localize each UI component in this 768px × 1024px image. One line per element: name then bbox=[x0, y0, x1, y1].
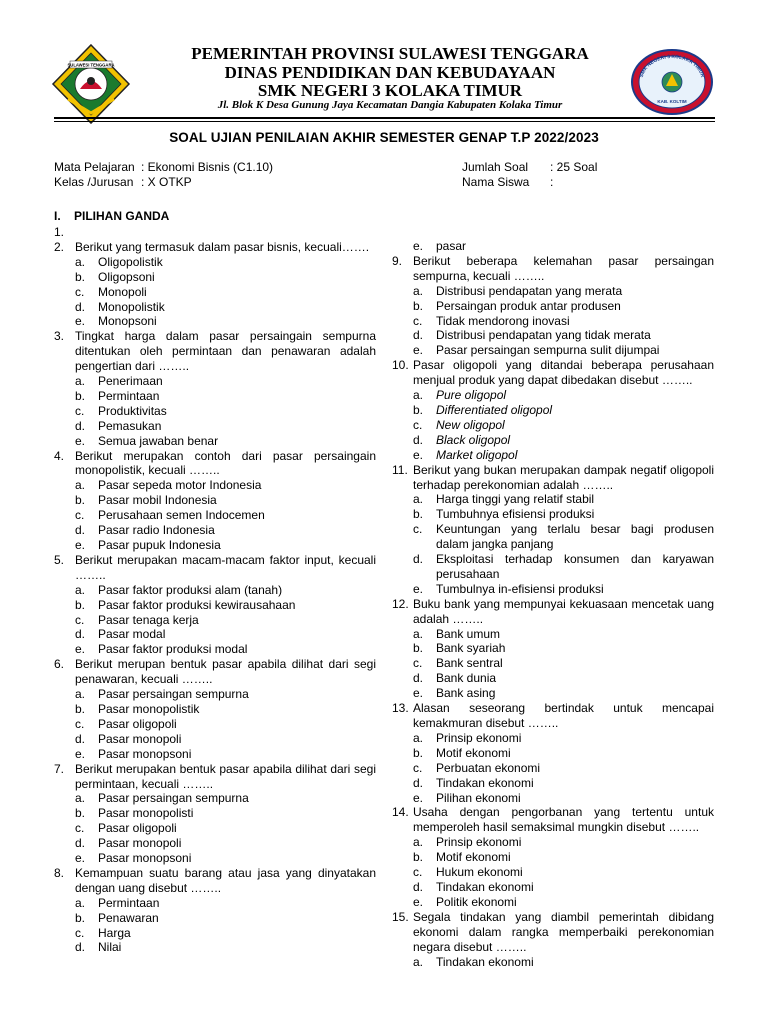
option-letter: a. bbox=[75, 895, 86, 910]
answer-option bbox=[54, 314, 376, 329]
meta-class-label: Kelas /Jurusan bbox=[54, 175, 134, 189]
option-text: Pasar monopsoni bbox=[98, 746, 192, 761]
option-letter: a. bbox=[75, 582, 86, 597]
option-text: Market oligopol bbox=[436, 447, 518, 462]
answer-option bbox=[54, 419, 376, 434]
option-letter: a. bbox=[413, 835, 424, 850]
question-number: 7. bbox=[54, 761, 65, 776]
answer-option bbox=[54, 285, 376, 300]
question bbox=[392, 597, 714, 627]
option-letter: e. bbox=[75, 851, 86, 866]
option-text: Keuntungan yang terlalu besar bagi produsen dalam jangka panjang bbox=[436, 522, 714, 552]
meta-count-label: Jumlah Soal bbox=[462, 160, 529, 174]
option-text: Produktivitas bbox=[98, 403, 167, 418]
option-text: Pasar monopoli bbox=[98, 836, 182, 851]
option-letter: c. bbox=[75, 612, 85, 627]
option-text: Prinsip ekonomi bbox=[436, 730, 522, 745]
option-letter: d. bbox=[75, 940, 86, 955]
option-letter: a. bbox=[75, 791, 86, 806]
option-text: Prinsip ekonomi bbox=[436, 835, 522, 850]
answer-option bbox=[54, 896, 376, 911]
option-letter: d. bbox=[413, 775, 424, 790]
question bbox=[392, 910, 714, 955]
answer-option bbox=[54, 627, 376, 642]
letterhead bbox=[0, 0, 768, 125]
letterhead-rule-thin bbox=[54, 121, 715, 122]
answer-option bbox=[54, 255, 376, 270]
option-text: New oligopol bbox=[436, 417, 505, 432]
option-text: Bank umum bbox=[436, 626, 501, 641]
question bbox=[54, 657, 376, 687]
question bbox=[54, 225, 376, 240]
option-letter: c. bbox=[75, 821, 85, 836]
option-text: Persaingan produk antar produsen bbox=[436, 298, 621, 313]
question bbox=[392, 701, 714, 731]
answer-option bbox=[392, 761, 714, 776]
question-number: 6. bbox=[54, 657, 65, 672]
answer-option bbox=[392, 671, 714, 686]
answer-option bbox=[54, 478, 376, 493]
question-number: 1. bbox=[54, 225, 65, 239]
option-text: Penawaran bbox=[98, 910, 159, 925]
option-letter: a. bbox=[413, 954, 424, 969]
question-number: 14. bbox=[392, 805, 409, 820]
option-text: Pasar mobil Indonesia bbox=[98, 493, 217, 508]
answer-option bbox=[392, 641, 714, 656]
option-letter: a. bbox=[413, 492, 424, 507]
option-letter: c. bbox=[413, 417, 423, 432]
answer-option bbox=[392, 731, 714, 746]
option-text: Nilai bbox=[98, 940, 122, 955]
option-letter: b. bbox=[413, 850, 424, 865]
answer-option bbox=[54, 791, 376, 806]
option-letter: d. bbox=[413, 552, 424, 567]
option-text: Bank dunia bbox=[436, 671, 497, 686]
question-number: 11. bbox=[392, 462, 408, 477]
option-text: Pasar persaingan sempurna sulit dijumpai bbox=[436, 343, 660, 358]
svg-text:SMK NEGERI 3 KOLAKA TIMUR: SMK NEGERI 3 KOLAKA TIMUR bbox=[638, 53, 706, 79]
option-letter: d. bbox=[75, 627, 86, 642]
option-letter: c. bbox=[413, 522, 423, 537]
option-letter: d. bbox=[75, 523, 86, 538]
option-text: Harga tinggi yang relatif stabil bbox=[436, 492, 595, 507]
answer-option bbox=[392, 343, 714, 358]
answer-option bbox=[392, 656, 714, 671]
option-text: Tumbuhnya efisiensi produksi bbox=[436, 507, 595, 522]
option-letter: e. bbox=[75, 746, 86, 761]
option-text: Pasar monopoli bbox=[98, 731, 182, 746]
option-letter: d. bbox=[413, 432, 424, 447]
question-number: 13. bbox=[392, 701, 409, 716]
section-title: PILIHAN GANDA bbox=[74, 209, 170, 223]
question bbox=[54, 449, 376, 479]
meta-name-value: : bbox=[550, 175, 554, 189]
option-text: Perbuatan ekonomi bbox=[436, 760, 541, 775]
option-letter: e. bbox=[413, 581, 424, 596]
option-text: Hukum ekonomi bbox=[436, 865, 523, 880]
question-text: Alasan seseorang bertindak untuk mencapai kemakmuran disebut …….. bbox=[413, 701, 714, 730]
option-letter: c. bbox=[75, 925, 85, 940]
option-letter: d. bbox=[413, 328, 424, 343]
option-letter: d. bbox=[75, 731, 86, 746]
meta-count-value: : 25 Soal bbox=[550, 160, 598, 174]
option-letter: e. bbox=[413, 894, 424, 909]
answer-option bbox=[54, 523, 376, 538]
question-number: 3. bbox=[54, 329, 65, 344]
answer-option bbox=[392, 552, 714, 582]
question-number: 12. bbox=[392, 596, 409, 611]
answer-option bbox=[392, 835, 714, 850]
option-letter: c. bbox=[75, 403, 85, 418]
option-text: Eksploitasi terhadap konsumen dan karyawan perusahaan bbox=[436, 552, 714, 581]
option-letter: b. bbox=[75, 597, 86, 612]
meta-name bbox=[462, 175, 553, 190]
answer-option bbox=[392, 448, 714, 463]
answer-option bbox=[54, 836, 376, 851]
answer-option bbox=[392, 433, 714, 448]
option-text: Pasar monopolistik bbox=[98, 701, 200, 716]
option-text: Monopoli bbox=[98, 284, 147, 299]
option-text: Pasar sepeda motor Indonesia bbox=[98, 478, 262, 493]
answer-option bbox=[392, 865, 714, 880]
option-text: Pasar oligopoli bbox=[98, 821, 177, 836]
option-letter: b. bbox=[75, 910, 86, 925]
option-letter: c. bbox=[75, 508, 85, 523]
header-line-province: PEMERINTAH PROVINSI SULAWESI TENGGARA bbox=[191, 44, 589, 63]
answer-option bbox=[392, 627, 714, 642]
option-letter: a. bbox=[75, 687, 86, 702]
letterhead-rule-thick bbox=[54, 117, 715, 119]
option-letter: b. bbox=[413, 745, 424, 760]
option-letter: d. bbox=[75, 418, 86, 433]
option-text: Pemasukan bbox=[98, 418, 162, 433]
section-number: I. bbox=[54, 209, 61, 223]
answer-option bbox=[392, 791, 714, 806]
meta-class bbox=[54, 175, 192, 190]
option-letter: e. bbox=[413, 686, 424, 701]
exam-title: SOAL UJIAN PENILAIAN AKHIR SEMESTER GENAP T.P 2022/2023 bbox=[169, 130, 599, 145]
option-letter: d. bbox=[75, 299, 86, 314]
option-letter: d. bbox=[413, 671, 424, 686]
answer-option bbox=[392, 895, 714, 910]
answer-option bbox=[54, 926, 376, 941]
answer-option bbox=[392, 492, 714, 507]
option-text: Pasar radio Indonesia bbox=[98, 523, 215, 538]
question-number: 9. bbox=[392, 253, 403, 268]
answer-option bbox=[54, 538, 376, 553]
answer-option bbox=[54, 508, 376, 523]
answer-option bbox=[54, 717, 376, 732]
option-letter: b. bbox=[75, 269, 86, 284]
option-letter: e. bbox=[413, 447, 424, 462]
answer-option bbox=[392, 507, 714, 522]
meta-count bbox=[462, 160, 597, 175]
option-text: Pasar persaingan sempurna bbox=[98, 687, 249, 702]
option-text: Monopolistik bbox=[98, 299, 165, 314]
answer-option bbox=[54, 702, 376, 717]
questions-right-column bbox=[392, 239, 714, 969]
option-text: Bank sentral bbox=[436, 656, 503, 671]
answer-option bbox=[54, 434, 376, 449]
option-letter: a. bbox=[413, 283, 424, 298]
questions-left-column bbox=[54, 225, 376, 955]
answer-option bbox=[54, 732, 376, 747]
meta-subject-value: : Ekonomi Bisnis (C1.10) bbox=[141, 160, 274, 174]
option-letter: b. bbox=[75, 493, 86, 508]
question-number: 5. bbox=[54, 552, 65, 567]
answer-option bbox=[392, 403, 714, 418]
meta-subject-label: Mata Pelajaran bbox=[54, 160, 135, 174]
question bbox=[392, 463, 714, 493]
option-letter: a. bbox=[413, 626, 424, 641]
question-text: Usaha dengan pengorbanan yang tertentu untuk memperoleh hasil semaksimal mungkin disebut …….. bbox=[413, 805, 714, 835]
answer-option bbox=[54, 270, 376, 285]
answer-option bbox=[54, 911, 376, 926]
answer-option bbox=[54, 374, 376, 389]
option-text: Pasar faktor produksi modal bbox=[98, 642, 248, 657]
answer-option bbox=[54, 389, 376, 404]
option-text: Bank asing bbox=[436, 686, 496, 701]
question bbox=[392, 805, 714, 835]
option-text: pasar bbox=[436, 239, 467, 253]
question-number: 8. bbox=[54, 865, 65, 880]
question bbox=[392, 358, 714, 388]
option-letter: c. bbox=[413, 656, 423, 671]
option-text: Oligopolistik bbox=[98, 254, 163, 269]
option-text: Tindakan ekonomi bbox=[436, 879, 534, 894]
meta-class-value: : X OTKP bbox=[141, 175, 192, 189]
svg-text:KAB. KOLTIM: KAB. KOLTIM bbox=[657, 99, 687, 104]
answer-option bbox=[392, 418, 714, 433]
answer-option bbox=[392, 314, 714, 329]
option-text: Black oligopol bbox=[436, 432, 511, 447]
option-letter: c. bbox=[75, 716, 85, 731]
option-text: Penerimaan bbox=[98, 374, 163, 389]
meta-name-label: Nama Siswa bbox=[462, 175, 530, 189]
option-text: Monopsoni bbox=[98, 314, 157, 329]
question bbox=[392, 254, 714, 284]
question-number: 4. bbox=[54, 448, 65, 463]
option-text: Pasar faktor produksi kewirausahaan bbox=[98, 597, 296, 612]
question-text: Segala tindakan yang diambil pemerintah dibidang ekonomi dalam rangka memperbaiki perekonomian negara disebut …….. bbox=[413, 909, 714, 954]
question-text: Berikut beberapa kelemahan pasar persaingan sempurna, kecuali …….. bbox=[413, 253, 714, 283]
option-text: Pasar oligopoli bbox=[98, 716, 177, 731]
question-text: Berikut merupakan contoh dari pasar persaingain monopolistik, kecuali …….. bbox=[75, 448, 376, 478]
question-text: Berikut yang bukan merupakan dampak negatif oligopoli terhadap perekonomian adalah …….. bbox=[413, 462, 714, 492]
school-emblem-logo bbox=[630, 48, 714, 116]
section-heading bbox=[54, 209, 169, 223]
option-letter: a. bbox=[413, 730, 424, 745]
option-letter: b. bbox=[75, 806, 86, 821]
option-letter: b. bbox=[413, 402, 424, 417]
option-letter: b. bbox=[413, 641, 424, 656]
question-number: 10. bbox=[392, 358, 409, 373]
option-letter: d. bbox=[75, 836, 86, 851]
answer-option bbox=[392, 299, 714, 314]
question bbox=[54, 866, 376, 896]
option-text: Distribusi pendapatan yang merata bbox=[436, 283, 623, 298]
option-text: Permintaan bbox=[98, 388, 160, 403]
answer-option bbox=[392, 686, 714, 701]
option-text: Pilihan ekonomi bbox=[436, 790, 521, 805]
option-text: Pasar faktor produksi alam (tanah) bbox=[98, 582, 283, 597]
option-text: Pasar monopsoni bbox=[98, 851, 192, 866]
option-text: Pure oligopol bbox=[436, 388, 507, 403]
question-text: Berikut merupakan bentuk pasar apabila dilihat dari segi permintaan, kecuali …….. bbox=[75, 761, 376, 791]
option-text: Perusahaan semen Indocemen bbox=[98, 508, 265, 523]
answer-option bbox=[54, 747, 376, 762]
option-letter: c. bbox=[75, 284, 85, 299]
answer-option bbox=[392, 388, 714, 403]
answer-option bbox=[392, 284, 714, 299]
answer-option bbox=[392, 328, 714, 343]
answer-option bbox=[54, 642, 376, 657]
option-text: Pasar persaingan sempurna bbox=[98, 791, 249, 806]
option-text: Differentiated oligopol bbox=[436, 402, 553, 417]
option-letter: b. bbox=[413, 507, 424, 522]
meta-subject bbox=[54, 160, 273, 175]
option-text: Tidak mendorong inovasi bbox=[436, 313, 570, 328]
option-letter: c. bbox=[413, 313, 423, 328]
option-text: Harga bbox=[98, 925, 131, 940]
option-text: Pasar pupuk Indonesia bbox=[98, 538, 221, 553]
option-letter: a. bbox=[75, 254, 86, 269]
option-text: Politik ekonomi bbox=[436, 894, 517, 909]
option-text: Semua jawaban benar bbox=[98, 433, 219, 448]
header-address: Jl. Blok K Desa Gunung Jaya Kecamatan Dangia Kabupaten Kolaka Timur bbox=[217, 99, 563, 111]
question-number: 2. bbox=[54, 239, 65, 254]
question-text bbox=[75, 225, 376, 240]
option-letter: e. bbox=[75, 433, 86, 448]
option-letter: e. bbox=[75, 538, 86, 553]
option-letter: e. bbox=[75, 314, 86, 329]
option-letter: d. bbox=[413, 879, 424, 894]
question bbox=[54, 762, 376, 792]
header-line-department: DINAS PENDIDIKAN DAN KEBUDAYAAN bbox=[224, 63, 556, 82]
option-letter: b. bbox=[75, 701, 86, 716]
answer-option bbox=[54, 821, 376, 836]
option-letter: c. bbox=[413, 760, 423, 775]
answer-option bbox=[54, 687, 376, 702]
answer-option bbox=[54, 404, 376, 419]
option-letter: a. bbox=[413, 388, 424, 403]
answer-option bbox=[392, 880, 714, 895]
answer-option bbox=[54, 940, 376, 955]
question-text: Pasar oligopoli yang ditandai beberapa perusahaan menjual produk yang dapat dibedakan disebut …….. bbox=[413, 358, 714, 388]
option-letter: b. bbox=[75, 388, 86, 403]
answer-option bbox=[54, 613, 376, 628]
option-text: Motif ekonomi bbox=[436, 745, 511, 760]
answer-option bbox=[392, 776, 714, 791]
answer-option bbox=[392, 239, 714, 254]
option-text: Pasar tenaga kerja bbox=[98, 612, 199, 627]
question-number: 15. bbox=[392, 909, 409, 924]
answer-option bbox=[392, 522, 714, 552]
option-text: Oligopsoni bbox=[98, 269, 155, 284]
option-text: Permintaan bbox=[98, 895, 160, 910]
option-text: Tindakan ekonomi bbox=[436, 954, 534, 969]
option-text: Pasar monopolisti bbox=[98, 806, 194, 821]
svg-text:SULAWESI TENGGARA: SULAWESI TENGGARA bbox=[67, 62, 115, 68]
answer-option bbox=[392, 582, 714, 597]
province-emblem-logo bbox=[50, 43, 132, 125]
answer-option bbox=[54, 806, 376, 821]
answer-option bbox=[54, 583, 376, 598]
question bbox=[54, 553, 376, 583]
answer-option bbox=[392, 746, 714, 761]
header-line-school: SMK NEGERI 3 KOLAKA TIMUR bbox=[257, 81, 523, 100]
option-text: Bank syariah bbox=[436, 641, 506, 656]
question-text: Berikut yang termasuk dalam pasar bisnis, kecuali……. bbox=[75, 239, 370, 254]
question bbox=[54, 329, 376, 374]
answer-option bbox=[54, 598, 376, 613]
option-letter: e. bbox=[413, 343, 424, 358]
option-letter: e. bbox=[413, 790, 424, 805]
option-text: Motif ekonomi bbox=[436, 850, 511, 865]
option-letter: a. bbox=[75, 478, 86, 493]
option-letter: e. bbox=[413, 239, 424, 253]
option-letter: b. bbox=[413, 298, 424, 313]
option-text: Pasar modal bbox=[98, 627, 166, 642]
question-text: Tingkat harga dalam pasar persaingain sempurna ditentukan oleh permintaan dan penawaran adalah pengertian dari …….. bbox=[75, 329, 376, 374]
option-text: Distribusi pendapatan yang tidak merata bbox=[436, 328, 651, 343]
option-text: Tumbulnya in-efisiensi produksi bbox=[436, 581, 604, 596]
answer-option bbox=[54, 851, 376, 866]
option-letter: a. bbox=[75, 374, 86, 389]
question-text: Berikut merupakan macam-macam faktor input, kecuali …….. bbox=[75, 552, 376, 582]
answer-option bbox=[54, 493, 376, 508]
question-text: Berikut merupan bentuk pasar apabila dilihat dari segi penawaran, kecuali …….. bbox=[75, 657, 376, 687]
option-letter: c. bbox=[413, 865, 423, 880]
option-text: Tindakan ekonomi bbox=[436, 775, 534, 790]
question bbox=[54, 240, 376, 255]
answer-option bbox=[54, 300, 376, 315]
option-letter: e. bbox=[75, 642, 86, 657]
question-text: Kemampuan suatu barang atau jasa yang dinyatakan dengan uang disebut …….. bbox=[75, 865, 376, 895]
question-text: Buku bank yang mempunyai kekuasaan mencetak uang adalah …….. bbox=[413, 596, 714, 626]
answer-option bbox=[392, 850, 714, 865]
answer-option bbox=[392, 955, 714, 970]
